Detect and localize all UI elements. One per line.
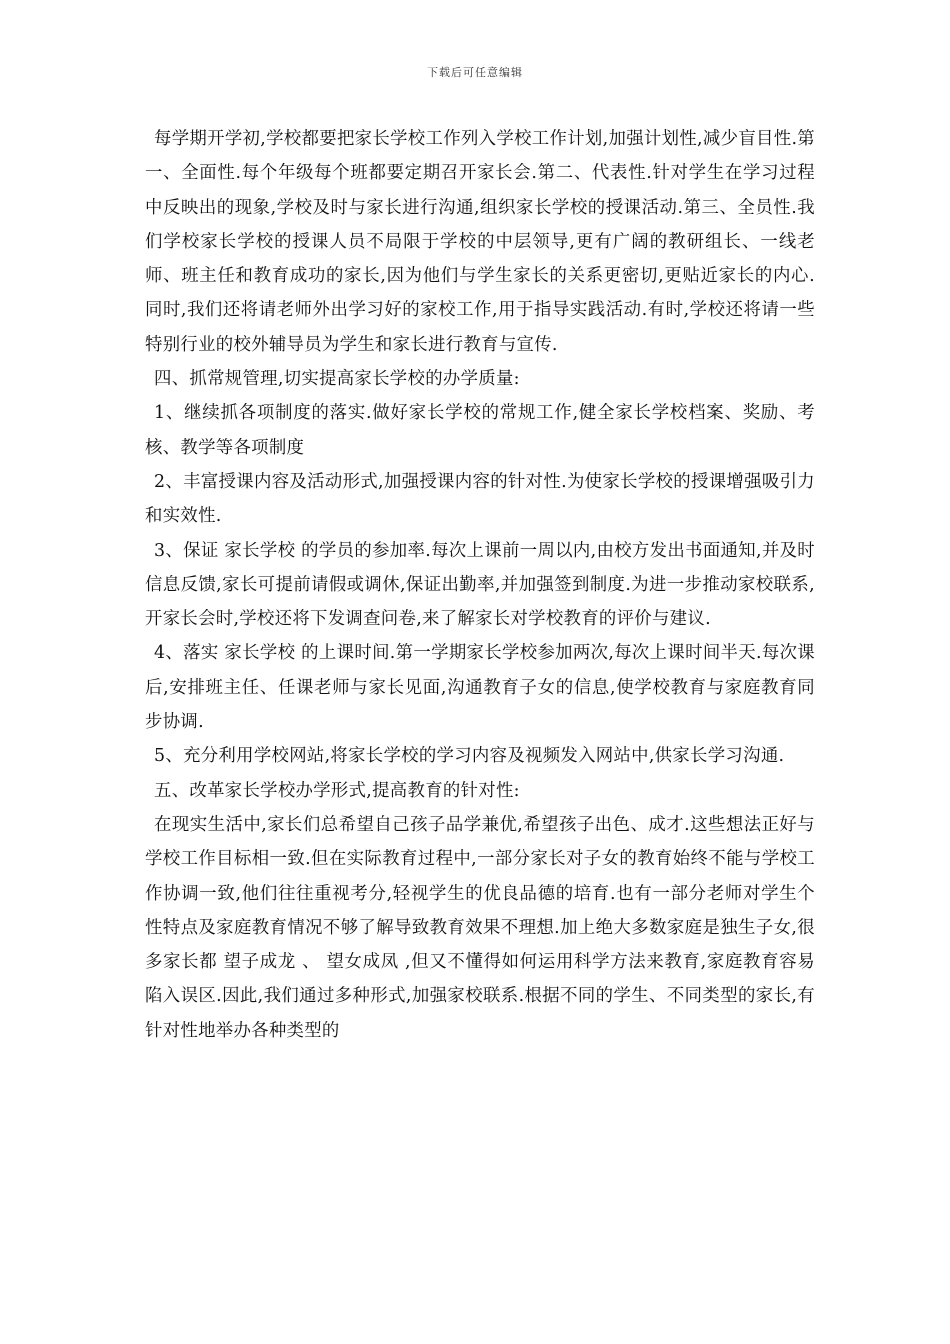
list-item-1: 1、继续抓各项制度的落实.做好家长学校的常规工作,健全家长学校档案、奖励、考核、教学等各项制度 xyxy=(145,403,815,458)
section-heading-five: 五、改革家长学校办学形式,提高教育的针对性: xyxy=(154,780,520,801)
section-heading-four: 四、抓常规管理,切实提高家长学校的办学质量: xyxy=(154,369,520,390)
page-header: 下载后可任意编辑 xyxy=(427,66,523,79)
list-item-5: 5、充分利用学校网站,将家长学校的学习内容及视频发入网站中,供家长学习沟通. xyxy=(154,746,785,767)
list-item-4: 4、落实 家长学校 的上课时间.第一学期家长学校参加两次,每次上课时间半天.每次课后,安排班主任、任课老师与家长见面,沟通教育子女的信息,使学校教育与家庭教育同步协调. xyxy=(145,643,815,733)
paragraph-reform: 在现实生活中,家长们总希望自己孩子品学兼优,希望孩子出色、成才.这些想法正好与学校工作目标相一致.但在实际教育过程中,一部分家长对子女的教育始终不能与学校工作协调一致,他们往往重视考分,轻视学生的优良品德的培育.也有一部分老师对学生个性特点及家庭教育情况不够了解导致教育效果不理想.加上绝大多数家庭是独生子女,很多家长都 望子成龙 、 望女成凤 ,但又不懂得如何运用科学方法来教育,家庭教育容易陷入误区.因此,我们通过多种形式,加强家校联系.根据不同的学生、不同类型的家长,有针对性地举办各种类型的 xyxy=(145,814,815,1041)
list-item-2: 2、丰富授课内容及活动形式,加强授课内容的针对性.为使家长学校的授课增强吸引力和实效性. xyxy=(145,471,815,527)
list-item-3: 3、保证 家长学校 的学员的参加率.每次上课前一周以内,由校方发出书面通知,并及时信息反馈,家长可提前请假或调休,保证出勤率,并加强签到制度.为进一步推动家校联系,开家长会时,学校还将下发调查问卷,来了解家长对学校教育的评价与建议. xyxy=(145,540,815,630)
paragraph-intro: 每学期开学初,学校都要把家长学校工作列入学校工作计划,加强计划性,减少盲目性.第一、全面性.每个年级每个班都要定期召开家长会.第二、代表性.针对学生在学习过程中反映出的现象,学校及时与家长进行沟通,组织家长学校的授课活动.第三、全员性.我们学校家长学校的授课人员不局限于学校的中层领导,更有广阔的教研组长、一线老师、班主任和教育成功的家长,因为他们与学生家长的关系更密切,更贴近家长的内心.同时,我们还将请老师外出学习好的家校工作,用于指导实践活动.有时,学校还将请一些特别行业的校外辅导员为学生和家长进行教育与宣传. xyxy=(145,129,815,355)
document-body xyxy=(145,122,815,1048)
